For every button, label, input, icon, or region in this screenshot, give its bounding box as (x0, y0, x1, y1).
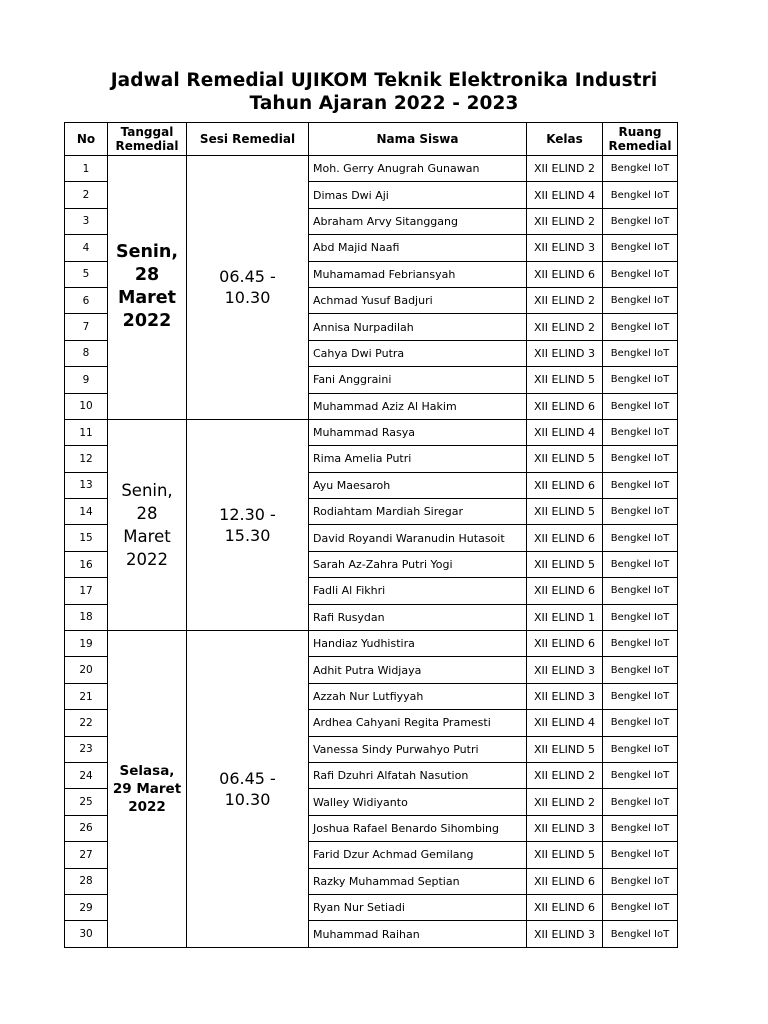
student-class: XII ELIND 3 (527, 235, 603, 261)
header-no: No (65, 123, 108, 156)
schedule-table (64, 122, 678, 948)
student-class: XII ELIND 2 (527, 314, 603, 340)
student-class: XII ELIND 2 (527, 208, 603, 234)
student-class: XII ELIND 6 (527, 578, 603, 604)
room: Bengkel IoT (603, 868, 678, 894)
header-tanggal (108, 123, 187, 156)
row-number: 19 (65, 631, 108, 657)
row-number: 8 (65, 340, 108, 366)
student-name: Rafi Dzuhri Alfatah Nasution (309, 762, 527, 788)
student-name: Joshua Rafael Benardo Sihombing (309, 815, 527, 841)
session-date (108, 419, 187, 630)
row-number: 17 (65, 578, 108, 604)
header-tanggal-line1: Tanggal (120, 125, 174, 139)
room: Bengkel IoT (603, 208, 678, 234)
session-date-line: Senin, (121, 480, 173, 500)
student-name: Walley Widiyanto (309, 789, 527, 815)
row-number: 21 (65, 683, 108, 709)
student-name: Ardhea Cahyani Regita Pramesti (309, 710, 527, 736)
student-name: Dimas Dwi Aji (309, 182, 527, 208)
schedule-body (65, 156, 678, 948)
row-number: 30 (65, 921, 108, 947)
row-number: 29 (65, 894, 108, 920)
row-number: 5 (65, 261, 108, 287)
student-class: XII ELIND 5 (527, 499, 603, 525)
room: Bengkel IoT (603, 815, 678, 841)
row-number: 2 (65, 182, 108, 208)
student-class: XII ELIND 5 (527, 551, 603, 577)
room: Bengkel IoT (603, 525, 678, 551)
session-time (187, 419, 309, 630)
student-class: XII ELIND 6 (527, 631, 603, 657)
session-time (187, 631, 309, 948)
header-tanggal-line2: Remedial (115, 139, 179, 153)
room: Bengkel IoT (603, 235, 678, 261)
document-title: Jadwal Remedial UJIKOM Teknik Elektronika Industri (110, 70, 658, 91)
room: Bengkel IoT (603, 340, 678, 366)
session-date (108, 156, 187, 420)
room: Bengkel IoT (603, 287, 678, 313)
student-name: Muhammad Aziz Al Hakim (309, 393, 527, 419)
room: Bengkel IoT (603, 631, 678, 657)
room: Bengkel IoT (603, 393, 678, 419)
room: Bengkel IoT (603, 894, 678, 920)
student-class: XII ELIND 3 (527, 657, 603, 683)
header-ruang-line2: Remedial (608, 139, 672, 153)
student-class: XII ELIND 3 (527, 815, 603, 841)
row-number: 18 (65, 604, 108, 630)
row-number: 16 (65, 551, 108, 577)
student-class: XII ELIND 4 (527, 419, 603, 445)
table-row (65, 631, 678, 657)
room: Bengkel IoT (603, 182, 678, 208)
table-row (65, 419, 678, 445)
student-class: XII ELIND 6 (527, 472, 603, 498)
student-class: XII ELIND 5 (527, 446, 603, 472)
row-number: 12 (65, 446, 108, 472)
student-class: XII ELIND 5 (527, 736, 603, 762)
session-time (187, 156, 309, 420)
student-name: Abraham Arvy Sitanggang (309, 208, 527, 234)
header-nama: Nama Siswa (309, 123, 527, 156)
student-class: XII ELIND 2 (527, 287, 603, 313)
session-time-line: 12.30 - (219, 504, 276, 524)
student-class: XII ELIND 3 (527, 340, 603, 366)
row-number: 20 (65, 657, 108, 683)
row-number: 3 (65, 208, 108, 234)
student-class: XII ELIND 2 (527, 156, 603, 182)
session-date-line: 2022 (126, 549, 168, 569)
student-name: Cahya Dwi Putra (309, 340, 527, 366)
room: Bengkel IoT (603, 499, 678, 525)
row-number: 10 (65, 393, 108, 419)
row-number: 6 (65, 287, 108, 313)
room: Bengkel IoT (603, 578, 678, 604)
student-class: XII ELIND 6 (527, 868, 603, 894)
row-number: 26 (65, 815, 108, 841)
session-date-line: Selasa, (119, 762, 175, 779)
row-number: 4 (65, 235, 108, 261)
student-name: Moh. Gerry Anugrah Gunawan (309, 156, 527, 182)
room: Bengkel IoT (603, 842, 678, 868)
student-name: Muhamamad Febriansyah (309, 261, 527, 287)
session-time-line: 06.45 - (219, 768, 276, 788)
header-ruang (603, 123, 678, 156)
session-date-line: 29 Maret (112, 780, 182, 797)
room: Bengkel IoT (603, 367, 678, 393)
student-name: Fadli Al Fikhri (309, 578, 527, 604)
student-name: Sarah Az-Zahra Putri Yogi (309, 551, 527, 577)
student-name: Ryan Nur Setiadi (309, 894, 527, 920)
student-class: XII ELIND 5 (527, 367, 603, 393)
student-class: XII ELIND 1 (527, 604, 603, 630)
room: Bengkel IoT (603, 261, 678, 287)
header-kelas: Kelas (527, 123, 603, 156)
student-class: XII ELIND 6 (527, 261, 603, 287)
session-date-line: 28 (134, 265, 160, 286)
student-name: Ayu Maesaroh (309, 472, 527, 498)
header-sesi: Sesi Remedial (187, 123, 309, 156)
student-name: Azzah Nur Lutfiyyah (309, 683, 527, 709)
row-number: 25 (65, 789, 108, 815)
student-name: Abd Majid Naafi (309, 235, 527, 261)
session-date-line: 2022 (122, 311, 172, 332)
row-number: 9 (65, 367, 108, 393)
student-name: Vanessa Sindy Purwahyo Putri (309, 736, 527, 762)
row-number: 28 (65, 868, 108, 894)
student-name: Achmad Yusuf Badjuri (309, 287, 527, 313)
row-number: 11 (65, 419, 108, 445)
student-class: XII ELIND 6 (527, 393, 603, 419)
student-name: Rodiahtam Mardiah Siregar (309, 499, 527, 525)
row-number: 13 (65, 472, 108, 498)
room: Bengkel IoT (603, 314, 678, 340)
session-date-line: 2022 (128, 798, 166, 815)
row-number: 14 (65, 499, 108, 525)
session-time-line: 15.30 (224, 525, 271, 545)
student-class: XII ELIND 2 (527, 789, 603, 815)
room: Bengkel IoT (603, 156, 678, 182)
session-time-line: 10.30 (224, 288, 271, 308)
session-date (108, 631, 187, 948)
row-number: 15 (65, 525, 108, 551)
row-number: 24 (65, 762, 108, 788)
room: Bengkel IoT (603, 551, 678, 577)
room: Bengkel IoT (603, 710, 678, 736)
room: Bengkel IoT (603, 446, 678, 472)
room: Bengkel IoT (603, 657, 678, 683)
room: Bengkel IoT (603, 736, 678, 762)
row-number: 27 (65, 842, 108, 868)
student-name: David Royandi Waranudin Hutasoit (309, 525, 527, 551)
session-date-line: 28 (136, 503, 158, 523)
row-number: 22 (65, 710, 108, 736)
table-row (65, 156, 678, 182)
student-name: Fani Anggraini (309, 367, 527, 393)
session-date-line: Maret (117, 288, 177, 309)
row-number: 1 (65, 156, 108, 182)
row-number: 7 (65, 314, 108, 340)
student-name: Rima Amelia Putri (309, 446, 527, 472)
row-number: 23 (65, 736, 108, 762)
student-class: XII ELIND 4 (527, 182, 603, 208)
room: Bengkel IoT (603, 789, 678, 815)
room: Bengkel IoT (603, 604, 678, 630)
session-time-line: 06.45 - (219, 267, 276, 287)
student-class: XII ELIND 3 (527, 683, 603, 709)
header-row (65, 123, 678, 156)
student-name: Muhammad Rasya (309, 419, 527, 445)
student-name: Farid Dzur Achmad Gemilang (309, 842, 527, 868)
room: Bengkel IoT (603, 683, 678, 709)
header-ruang-line1: Ruang (618, 125, 662, 139)
student-class: XII ELIND 3 (527, 921, 603, 947)
session-time-line: 10.30 (224, 789, 271, 809)
student-class: XII ELIND 2 (527, 762, 603, 788)
room: Bengkel IoT (603, 472, 678, 498)
student-class: XII ELIND 5 (527, 842, 603, 868)
document-subtitle: Tahun Ajaran 2022 - 2023 (249, 93, 519, 114)
room: Bengkel IoT (603, 921, 678, 947)
student-class: XII ELIND 4 (527, 710, 603, 736)
student-name: Adhit Putra Widjaya (309, 657, 527, 683)
student-class: XII ELIND 6 (527, 894, 603, 920)
student-name: Razky Muhammad Septian (309, 868, 527, 894)
student-class: XII ELIND 6 (527, 525, 603, 551)
student-name: Muhammad Raihan (309, 921, 527, 947)
session-date-line: Senin, (115, 242, 179, 263)
room: Bengkel IoT (603, 762, 678, 788)
room: Bengkel IoT (603, 419, 678, 445)
session-date-line: Maret (123, 526, 171, 546)
student-name: Handiaz Yudhistira (309, 631, 527, 657)
student-name: Annisa Nurpadilah (309, 314, 527, 340)
student-name: Rafi Rusydan (309, 604, 527, 630)
